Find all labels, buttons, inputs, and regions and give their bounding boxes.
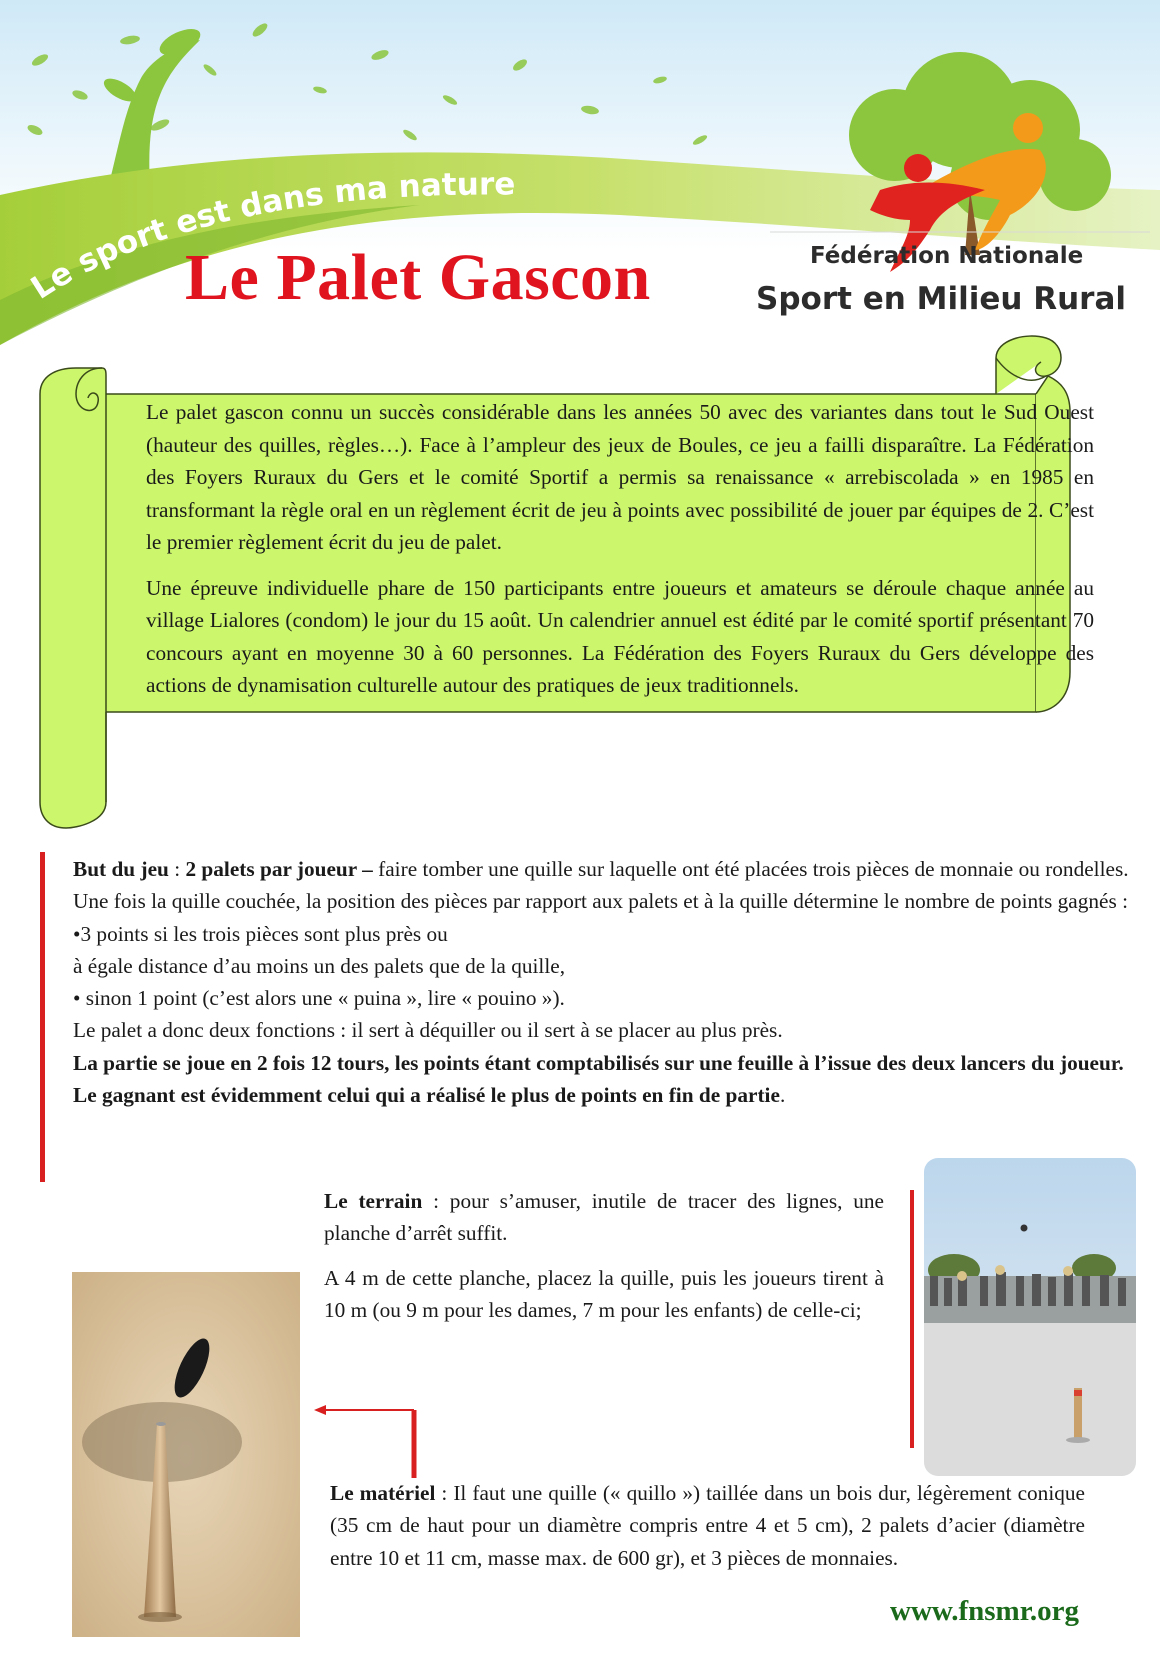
page-title: Le Palet Gascon [185,241,651,314]
rules-section [73,853,1129,1111]
rules-goal [73,853,1129,918]
palet-functions: Le palet a donc deux fonctions : il sert à déquiller ou il sert à se placer au plus près. [73,1018,783,1043]
bullet-1-line-1: •3 points si les trois pièces sont plus près ou [73,921,448,946]
terrain-text-1: : pour s’amuser, inutile de tracer des lignes, une planche d’arrêt suffit. [324,1189,884,1246]
partie-bold: La partie se joue en 2 fois 12 tours, les points étant comptabilisés sur une feuille à l’issue des deux lancers du joueur. Le gagnant est évidemment celui qui a réalisé le plus de points en fin de partie [73,1050,1124,1108]
bullet-2: • sinon 1 point (c’est alors une « puina », lire « pouino »). [73,986,565,1011]
quille-photo [72,1272,300,1637]
federation-name-line1: Fédération Nationale [810,243,1084,269]
bullet-1-line-2: à égale distance d’au moins un des palets que de la quille, [73,953,566,978]
terrain-label: Le terrain [324,1189,423,1213]
slogan-text: Le sport est dans ma nature [24,166,516,307]
partie-end: . [779,1083,786,1108]
goal-bold: 2 palets par joueur – [185,857,373,881]
arrow-connector-icon [312,1400,422,1480]
terrain-section [324,1185,884,1338]
federation-name-line2: Sport en Milieu Rural [756,281,1126,317]
materiel-label: Le matériel [330,1481,436,1505]
website-link[interactable]: www.fnsmr.org [890,1595,1080,1627]
rules-accent-bar [40,852,45,1182]
materiel-section [330,1477,1085,1574]
intro-text [146,396,1094,715]
goal-separator: : [168,857,186,881]
players-photo [924,1158,1136,1476]
terrain-paragraph-2: A 4 m de cette planche, placez la quille, puis les joueurs tirent à 10 m (ou 9 m pour les dames, 7 m pour les enfants) de celle-ci; [324,1265,884,1322]
goal-label: But du jeu [73,857,169,881]
goal-text: faire tomber une quille sur laquelle ont été placées trois pièces de monnaie ou rondelles. Une fois la quille couchée, la position des pièces par rapport aux palets et à la quille détermine le nombre de points gagnés : [73,857,1129,914]
materiel-text: : Il faut une quille (« quillo ») taillée dans un bois dur, légèrement conique (35 cm de haut pour un diamètre compris entre 4 et 5 cm), 2 palets d’acier (diamètre entre 10 et 11 cm, masse max. de 600 gr), et 3 pièces de monnaies. [330,1481,1085,1570]
terrain-paragraph-1 [324,1185,884,1250]
partie-paragraph [73,1047,1129,1112]
photo-accent-bar [910,1190,914,1448]
intro-paragraph-2: Une épreuve individuelle phare de 150 participants entre joueurs et amateurs se déroule chaque année au village Lialores (condom) le jour du 15 août. Un calendrier annuel est édité par le comité sportif présentant 70 concours ayant en moyenne 30 à 60 personnes. La Fédération des Foyers Ruraux du Gers développe des actions de dynamisation culturelle autour des pratiques de jeux traditionnels. [146,575,1094,697]
intro-paragraph-1: Le palet gascon connu un succès considérable dans les années 50 avec des variantes dans tout le Sud Ouest (hauteur des quilles, règles…). Face à l’ampleur des jeux de Boules, ce jeu a failli disparaître. La Fédération des Foyers Ruraux du Gers et le comité Sportif a permis sa renaissance « arrebiscolada » en 1985 en transformant la règle oral en un règlement écrit de jeu à points avec possibilité de jouer par équipes de 2. C’est le premier règlement écrit du jeu de palet. [146,400,1094,554]
